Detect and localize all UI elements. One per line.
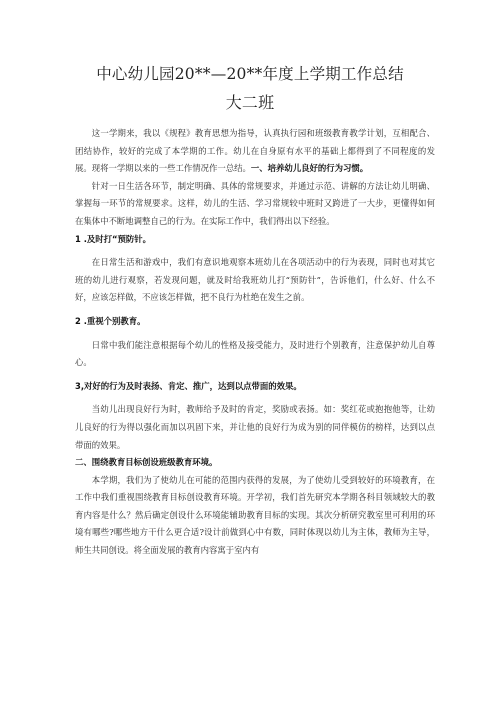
heading-individual-education: 2 .重视个别教育。 xyxy=(75,315,146,326)
document-title: 中心幼儿园20**—20**年度上学期工作总结 xyxy=(96,65,404,83)
individual-education-paragraph: 日常中我们能注意根据每个幼儿的性格及接受能力，及时进行个别教育，注意保护幼儿自尊心。 xyxy=(75,339,435,368)
preventive-paragraph: 在日常生活和游戏中，我们有意识地观察本班幼儿在各项活动中的行为表现，同时也对其它班的幼儿进行观察，若发现问题，就及时给我班幼儿打“预防针”，告诉他们，什么好、什么不好，应该怎样做，不应该怎样做，把不良行为杜绝在发生之前。 xyxy=(75,257,435,303)
document-body xyxy=(75,125,435,560)
praise-paragraph: 当幼儿出现良好行为时，教师给予及时的肯定，奖励或表扬。如：奖红花或抱抱他等，让幼儿良好的行为得以强化而加以巩固下来，并让他的良好行为成为别的同伴模仿的榜样，达到以点带面的效果。 xyxy=(75,404,435,450)
heading-preventive: 1 .及时打“预防针。 xyxy=(75,233,152,244)
intro-paragraph xyxy=(75,125,435,178)
intro-text: 这一学期来，我以《规程》教育思想为指导，认真执行园和班级教育教学计划，互相配合、团结协作，较好的完成了本学期的工作。幼儿在自身原有水平的基础上都得到了不同程度的发展。现将一学期以来的一些工作情况作一总结。 xyxy=(75,128,435,174)
heading-praise: 3,对好的行为及时表扬、肯定、推广，达到以点带面的效果。 xyxy=(75,380,302,391)
section-heading-2: 二、围绕教育目标创设班级教育环境。 xyxy=(75,457,218,468)
routine-paragraph: 针对一日生活各环节，制定明确、具体的常规要求，并通过示范、讲解的方法让幼儿明确、掌握每一环节的常规要求。这样，幼儿的生活、学习常规较中班时又跨进了一大步，更懂得如何在集体中不断地调整自己的行为。在实际工作中，我们得出以下经验。 xyxy=(75,180,435,226)
document-subtitle: 大二班 xyxy=(225,93,275,112)
section-heading-1: 一、培养幼儿良好的行为习惯。 xyxy=(250,163,369,174)
environment-paragraph: 本学期，我们为了使幼儿在可能的范围内获得的发展，为了使幼儿受到较好的环境教育，在工作中我们重视围绕教育目标创设教育环境。开学初，我们首先研究本学期各科目领域较大的教育内容是什么？然后确定创设什么环境能辅助教育目标的实现。其次分析研究教室里可利用的环境有哪些?哪些地方干什么更合适?设计前做到心中有数，同时体现以幼儿为主体，教师为主导，师生共同创设。将全面发展的教育内容寓于室内有 xyxy=(75,474,435,556)
